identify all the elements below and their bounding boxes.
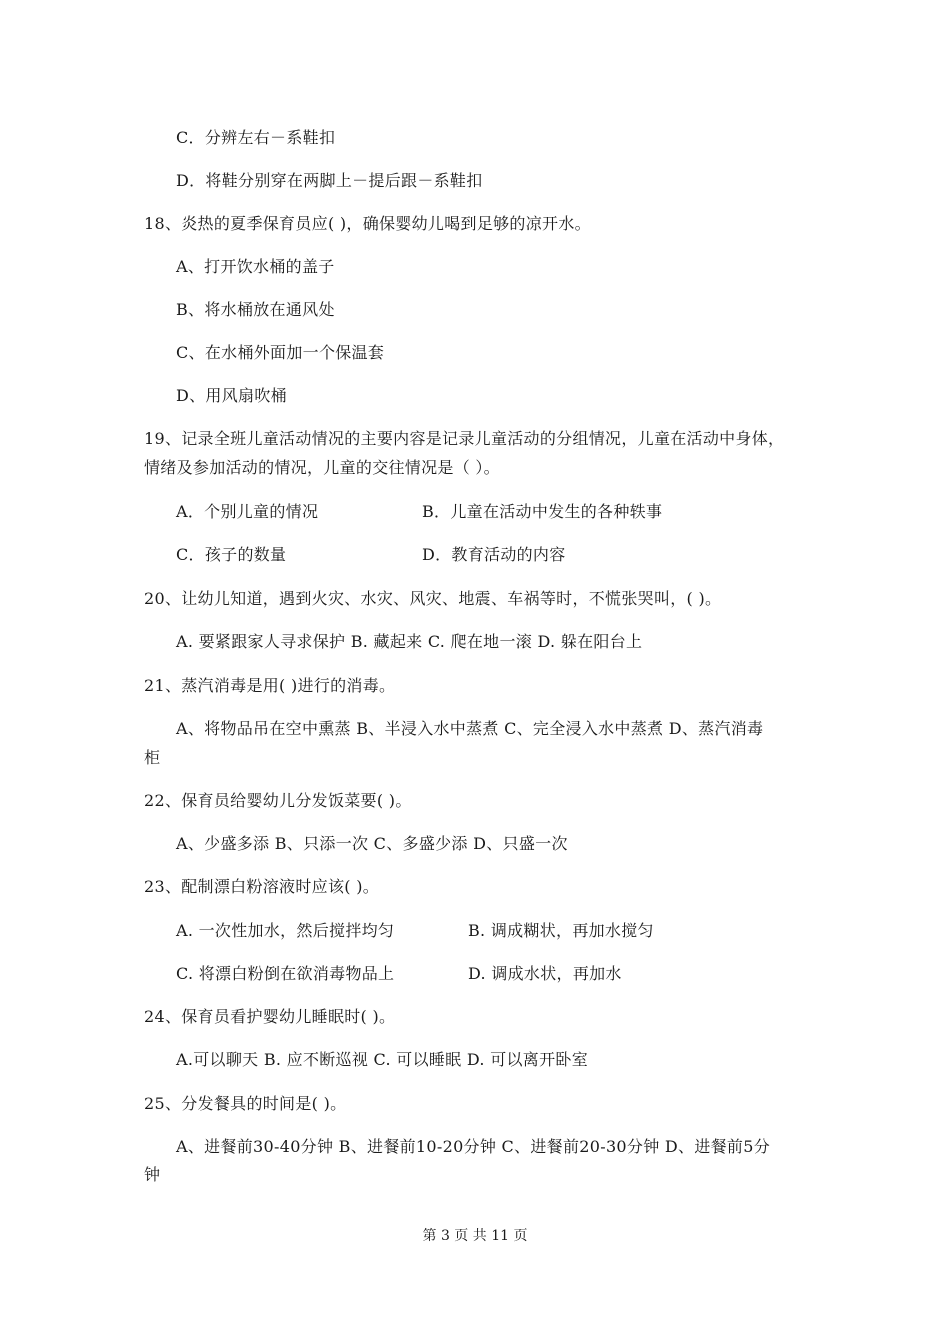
q24-stem: 24、保育员看护婴幼儿睡眠时( )。 xyxy=(144,1007,396,1026)
q20-stem: 20、让幼儿知道，遇到火灾、水灾、风灾、地震、车祸等时，不慌张哭叫，( )。 xyxy=(144,589,722,608)
q19-option-b: B．儿童在活动中发生的各种轶事 xyxy=(422,502,663,521)
q19-stem-line1: 19、记录全班儿童活动情况的主要内容是记录儿童活动的分组情况，儿童在活动中身体， xyxy=(144,429,785,448)
q22-options: A、少盛多添 B、只添一次 C、多盛少添 D、只盛一次 xyxy=(176,834,568,853)
q20-options: A. 要紧跟家人寻求保护 B. 藏起来 C. 爬在地一滚 D. 躲在阳台上 xyxy=(176,632,643,651)
q18-option-b: B、将水桶放在通风处 xyxy=(176,300,335,319)
q23-stem: 23、配制漂白粉溶液时应该( )。 xyxy=(144,877,380,896)
q23-option-a: A. 一次性加水，然后搅拌均匀 xyxy=(176,921,395,940)
q24-options: A.可以聊天 B. 应不断巡视 C. 可以睡眠 D. 可以离开卧室 xyxy=(176,1050,589,1069)
q19-option-d: D．教育活动的内容 xyxy=(422,545,566,564)
q23-option-b: B. 调成糊状，再加水搅匀 xyxy=(468,921,654,940)
q18-stem: 18、炎热的夏季保育员应( )，确保婴幼儿喝到足够的凉开水。 xyxy=(144,214,591,233)
q21-options-line1: A、将物品吊在空中熏蒸 B、半浸入水中蒸煮 C、完全浸入水中蒸煮 D、蒸汽消毒 xyxy=(176,719,764,738)
q17-option-c: C．分辨左右－系鞋扣 xyxy=(176,128,336,147)
q18-option-c: C、在水桶外面加一个保温套 xyxy=(176,343,385,362)
q25-options-line2: 钟 xyxy=(144,1165,161,1184)
page-footer: 第 3 页 共 11 页 xyxy=(422,1228,528,1244)
q19-option-a: A．个别儿童的情况 xyxy=(176,502,319,521)
q25-stem: 25、分发餐具的时间是( )。 xyxy=(144,1094,347,1113)
q21-stem: 21、蒸汽消毒是用( )进行的消毒。 xyxy=(144,676,396,695)
q18-option-a: A、打开饮水桶的盖子 xyxy=(176,257,335,276)
q19-option-c: C．孩子的数量 xyxy=(176,545,287,564)
q18-option-d: D、用风扇吹桶 xyxy=(176,386,287,405)
q25-options-line1: A、进餐前30-40分钟 B、进餐前10-20分钟 C、进餐前20-30分钟 D、进餐前5分 xyxy=(176,1137,770,1156)
q23-option-c: C. 将漂白粉倒在欲消毒物品上 xyxy=(176,964,395,983)
q21-options-line2: 柜 xyxy=(144,748,161,767)
q23-option-d: D. 调成水状，再加水 xyxy=(468,964,622,983)
q19-stem-line2: 情绪及参加活动的情况，儿童的交往情况是（ ）。 xyxy=(144,458,500,477)
q17-option-d: D．将鞋分别穿在两脚上－提后跟－系鞋扣 xyxy=(176,171,483,190)
q22-stem: 22、保育员给婴幼儿分发饭菜要( )。 xyxy=(144,791,412,810)
